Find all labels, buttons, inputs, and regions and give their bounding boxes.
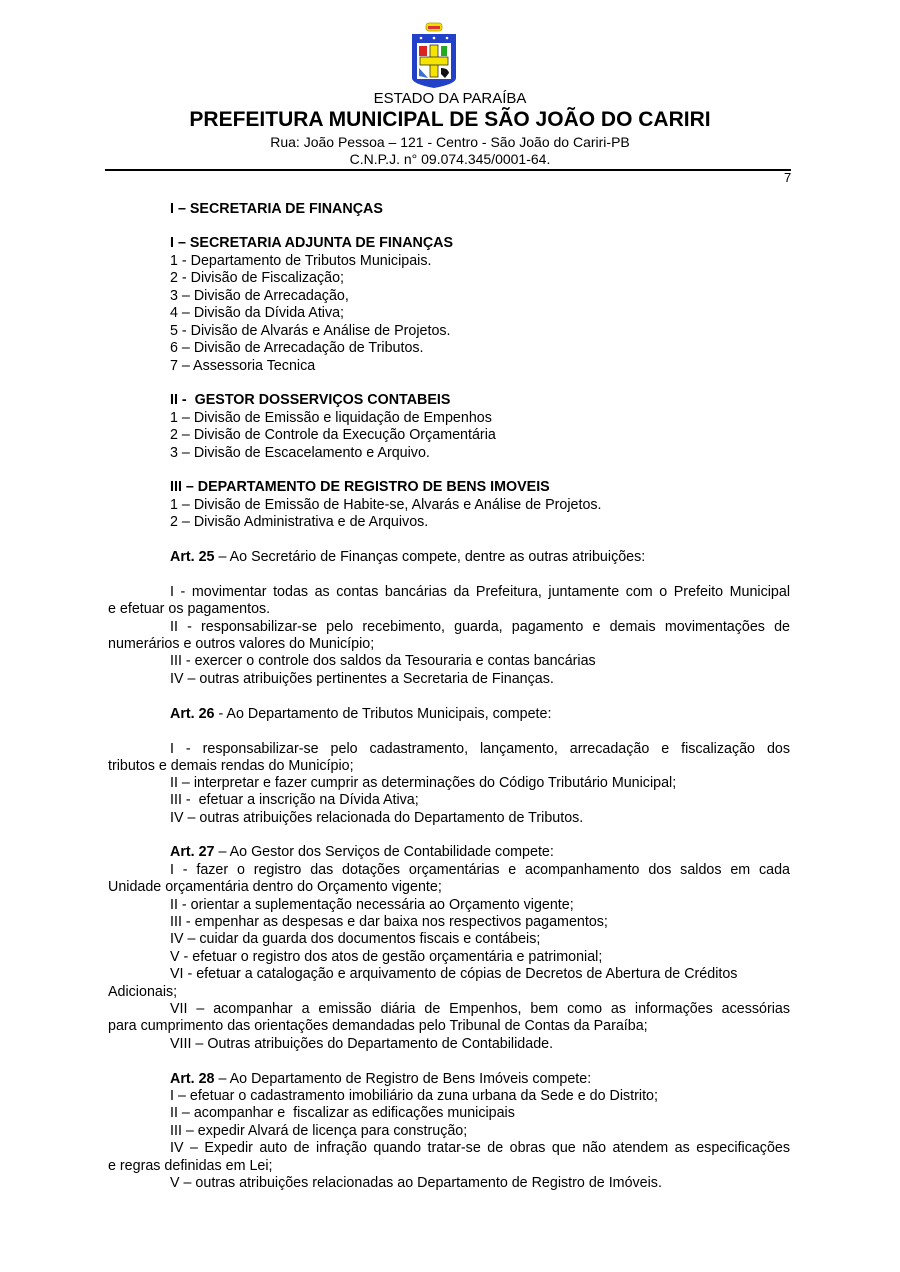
article-line <box>170 1071 591 1088</box>
text-line: I - movimentar todas as contas bancárias da Prefeitura, juntamente com o Prefeito Municipal <box>170 584 790 600</box>
text-line: IV – cuidar da guarda dos documentos fiscais e contábeis; <box>170 931 541 947</box>
text-line: VI - efetuar a catalogação e arquivamento de cópias de Decretos de Abertura de Créditos <box>170 966 738 982</box>
text-line: I – efetuar o cadastramento imobiliário da zuna urbana da Sede e do Distrito; <box>170 1088 658 1104</box>
article-line <box>170 549 645 566</box>
text-line: tributos e demais rendas do Município; <box>108 758 354 774</box>
article-text: – Ao Departamento de Registro de Bens Imóveis compete: <box>214 1071 592 1087</box>
text-line: III - exercer o controle dos saldos da Tesouraria e contas bancárias <box>170 653 596 669</box>
text-line: III - efetuar a inscrição na Dívida Ativa; <box>170 792 419 808</box>
text-line: 6 – Divisão de Arrecadação de Tributos. <box>170 340 424 356</box>
text-line: III – expedir Alvará de licença para construção; <box>170 1123 468 1139</box>
text-line: 2 – Divisão de Controle da Execução Orçamentária <box>170 427 496 443</box>
text-line: 1 – Divisão de Emissão e liquidação de Empenhos <box>170 410 492 426</box>
section-heading: I – SECRETARIA ADJUNTA DE FINANÇAS <box>170 235 454 251</box>
article-number: Art. 26 <box>170 706 215 722</box>
article-number: Art. 28 <box>170 1071 215 1087</box>
text-line: I - fazer o registro das dotações orçamentárias e acompanhamento dos saldos em cada <box>170 862 790 878</box>
text-line: 1 - Departamento de Tributos Municipais. <box>170 253 432 269</box>
text-line: numerários e outros valores do Município; <box>108 636 375 652</box>
cnpj: C.N.P.J. n° 09.074.345/0001-64. <box>349 151 551 167</box>
article-number: Art. 27 <box>170 844 215 860</box>
coat-of-arms-logo <box>408 20 460 90</box>
text-line: para cumprimento das orientações demandadas pelo Tribunal de Contas da Paraíba; <box>108 1018 648 1034</box>
text-line: 4 – Divisão da Dívida Ativa; <box>170 305 345 321</box>
article-number: Art. 25 <box>170 549 215 565</box>
text-line: Unidade orçamentária dentro do Orçamento vigente; <box>108 879 442 895</box>
text-line: 5 - Divisão de Alvarás e Análise de Projetos. <box>170 323 451 339</box>
section-heading: II - GESTOR DOSSERVIÇOS CONTABEIS <box>170 392 451 408</box>
text-line: II - responsabilizar-se pelo recebimento, guarda, pagamento e demais movimentações de <box>170 619 790 635</box>
text-line: 3 – Divisão de Arrecadação, <box>170 288 349 304</box>
text-line: V – outras atribuições relacionadas ao Departamento de Registro de Imóveis. <box>170 1175 662 1191</box>
text-line: II – interpretar e fazer cumprir as determinações do Código Tributário Municipal; <box>170 775 677 791</box>
text-line: 1 – Divisão de Emissão de Habite-se, Alvarás e Análise de Projetos. <box>170 497 602 513</box>
text-line: e regras definidas em Lei; <box>108 1158 273 1174</box>
header-rule <box>105 169 791 171</box>
text-line: II - orientar a suplementação necessária ao Orçamento vigente; <box>170 897 574 913</box>
article-text: – Ao Secretário de Finanças compete, dentre as outras atribuições: <box>214 549 646 565</box>
text-line: IV – outras atribuições relacionada do Departamento de Tributos. <box>170 810 584 826</box>
text-line: VII – acompanhar a emissão diária de Empenhos, bem como as informações acessórias <box>170 1001 790 1017</box>
document-title: PREFEITURA MUNICIPAL DE SÃO JOÃO DO CARIRI <box>189 108 711 131</box>
text-line: II – acompanhar e fiscalizar as edificações municipais <box>170 1105 515 1121</box>
address: Rua: João Pessoa – 121 - Centro - São João do Cariri-PB <box>270 134 630 150</box>
section-heading: I – SECRETARIA DE FINANÇAS <box>170 201 383 217</box>
article-line <box>170 706 551 723</box>
text-line: IV – Expedir auto de infração quando tratar-se de obras que não atendem as especificações <box>170 1140 790 1156</box>
section-heading: III – DEPARTAMENTO DE REGISTRO DE BENS IMOVEIS <box>170 479 550 495</box>
text-line: 2 – Divisão Administrativa e de Arquivos. <box>170 514 429 530</box>
text-line: 7 – Assessoria Tecnica <box>170 358 316 374</box>
state-name: ESTADO DA PARAÍBA <box>373 90 527 107</box>
text-line: 3 – Divisão de Escacelamento e Arquivo. <box>170 445 430 461</box>
text-line: IV – outras atribuições pertinentes a Secretaria de Finanças. <box>170 671 554 687</box>
article-text: – Ao Gestor dos Serviços de Contabilidade compete: <box>214 844 554 860</box>
text-line: V - efetuar o registro dos atos de gestão orçamentária e patrimonial; <box>170 949 603 965</box>
text-line: VIII – Outras atribuições do Departamento de Contabilidade. <box>170 1036 554 1052</box>
text-line: Adicionais; <box>108 984 178 1000</box>
text-line: 2 - Divisão de Fiscalização; <box>170 270 345 286</box>
text-line: e efetuar os pagamentos. <box>108 601 271 617</box>
article-line <box>170 844 554 861</box>
text-line: III - empenhar as despesas e dar baixa nos respectivos pagamentos; <box>170 914 608 930</box>
page-number: 7 <box>784 170 792 185</box>
article-text: - Ao Departamento de Tributos Municipais, compete: <box>214 706 552 722</box>
text-line: I - responsabilizar-se pelo cadastramento, lançamento, arrecadação e fiscalização dos <box>170 741 790 757</box>
